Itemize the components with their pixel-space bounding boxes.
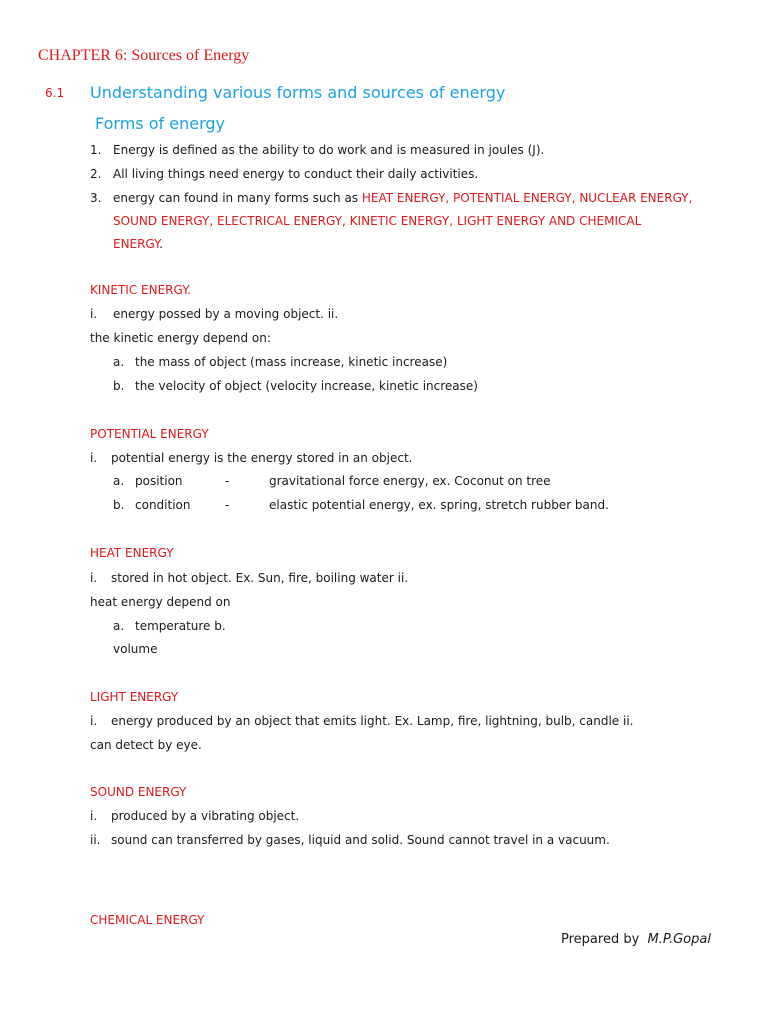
list-marker: i. xyxy=(90,451,98,465)
kinetic-heading: KINETIC ENERGY. xyxy=(90,283,191,297)
potential-desc: gravitational force energy, ex. Coconut on tree xyxy=(269,474,551,488)
heat-item: volume xyxy=(113,642,158,656)
potential-term: condition xyxy=(135,498,191,512)
sound-definition: produced by a vibrating object. xyxy=(111,809,300,823)
list-item-text xyxy=(113,237,163,251)
list-marker: a. xyxy=(113,619,125,633)
kinetic-item: the mass of object (mass increase, kinetic increase) xyxy=(135,355,448,369)
chemical-heading: CHEMICAL ENERGY xyxy=(90,913,205,927)
potential-definition: potential energy is the energy stored in an object. xyxy=(111,451,413,465)
list-marker: 3. xyxy=(90,191,102,205)
list-item-plain: energy can found in many forms such as xyxy=(113,191,362,205)
light-detect-line: can detect by eye. xyxy=(90,738,202,752)
chapter-title: CHAPTER 6: Sources of Energy xyxy=(38,47,250,64)
energy-forms-highlight: SOUND ENERGY, ELECTRICAL ENERGY, KINETIC ENERGY, LIGHT ENERGY AND CHEMICAL xyxy=(113,214,642,228)
heat-depend-line: heat energy depend on xyxy=(90,595,231,609)
kinetic-definition: energy possed by a moving object. ii. xyxy=(113,307,339,321)
list-item-text xyxy=(113,191,692,205)
heat-heading: HEAT ENERGY xyxy=(90,546,174,560)
potential-term: position xyxy=(135,474,183,488)
light-heading: LIGHT ENERGY xyxy=(90,690,179,704)
list-marker: i. xyxy=(90,307,98,321)
section-title: Understanding various forms and sources of energy xyxy=(90,83,506,102)
prepared-by xyxy=(561,932,711,947)
list-item-text: All living things need energy to conduct their daily activities. xyxy=(113,167,479,181)
list-marker: 1. xyxy=(90,143,102,157)
list-marker: a. xyxy=(113,474,125,488)
section-number: 6.1 xyxy=(45,86,65,100)
sound-transfer: sound can transferred by gases, liquid and solid. Sound cannot travel in a vacuum. xyxy=(111,833,610,847)
kinetic-depend-line: the kinetic energy depend on: xyxy=(90,331,271,345)
kinetic-item: the velocity of object (velocity increase, kinetic increase) xyxy=(135,379,478,393)
author-name: M.P.Gopal xyxy=(647,932,711,947)
list-item-end: . xyxy=(159,237,163,251)
list-item-text: Energy is defined as the ability to do work and is measured in joules (J). xyxy=(113,143,545,157)
list-marker: i. xyxy=(90,809,98,823)
list-marker: a. xyxy=(113,355,125,369)
list-marker: b. xyxy=(113,498,125,512)
potential-desc: elastic potential energy, ex. spring, stretch rubber band. xyxy=(269,498,609,512)
potential-dash: - xyxy=(225,474,230,488)
potential-heading: POTENTIAL ENERGY xyxy=(90,427,209,441)
light-definition: energy produced by an object that emits light. Ex. Lamp, fire, lightning, bulb, candle ii. xyxy=(111,714,634,728)
list-marker: 2. xyxy=(90,167,102,181)
list-marker: ii. xyxy=(90,833,101,847)
heat-item: temperature b. xyxy=(135,619,226,633)
sound-heading: SOUND ENERGY xyxy=(90,785,187,799)
prepared-label: Prepared by xyxy=(561,932,640,947)
potential-dash: - xyxy=(225,498,230,512)
list-marker: b. xyxy=(113,379,125,393)
energy-forms-highlight: ENERGY xyxy=(113,237,160,251)
energy-forms-highlight: HEAT ENERGY, POTENTIAL ENERGY, NUCLEAR ENERGY, xyxy=(361,191,693,205)
list-marker: i. xyxy=(90,571,98,585)
heat-definition: stored in hot object. Ex. Sun, fire, boiling water ii. xyxy=(111,571,409,585)
list-marker: i. xyxy=(90,714,98,728)
forms-heading: Forms of energy xyxy=(95,114,225,133)
